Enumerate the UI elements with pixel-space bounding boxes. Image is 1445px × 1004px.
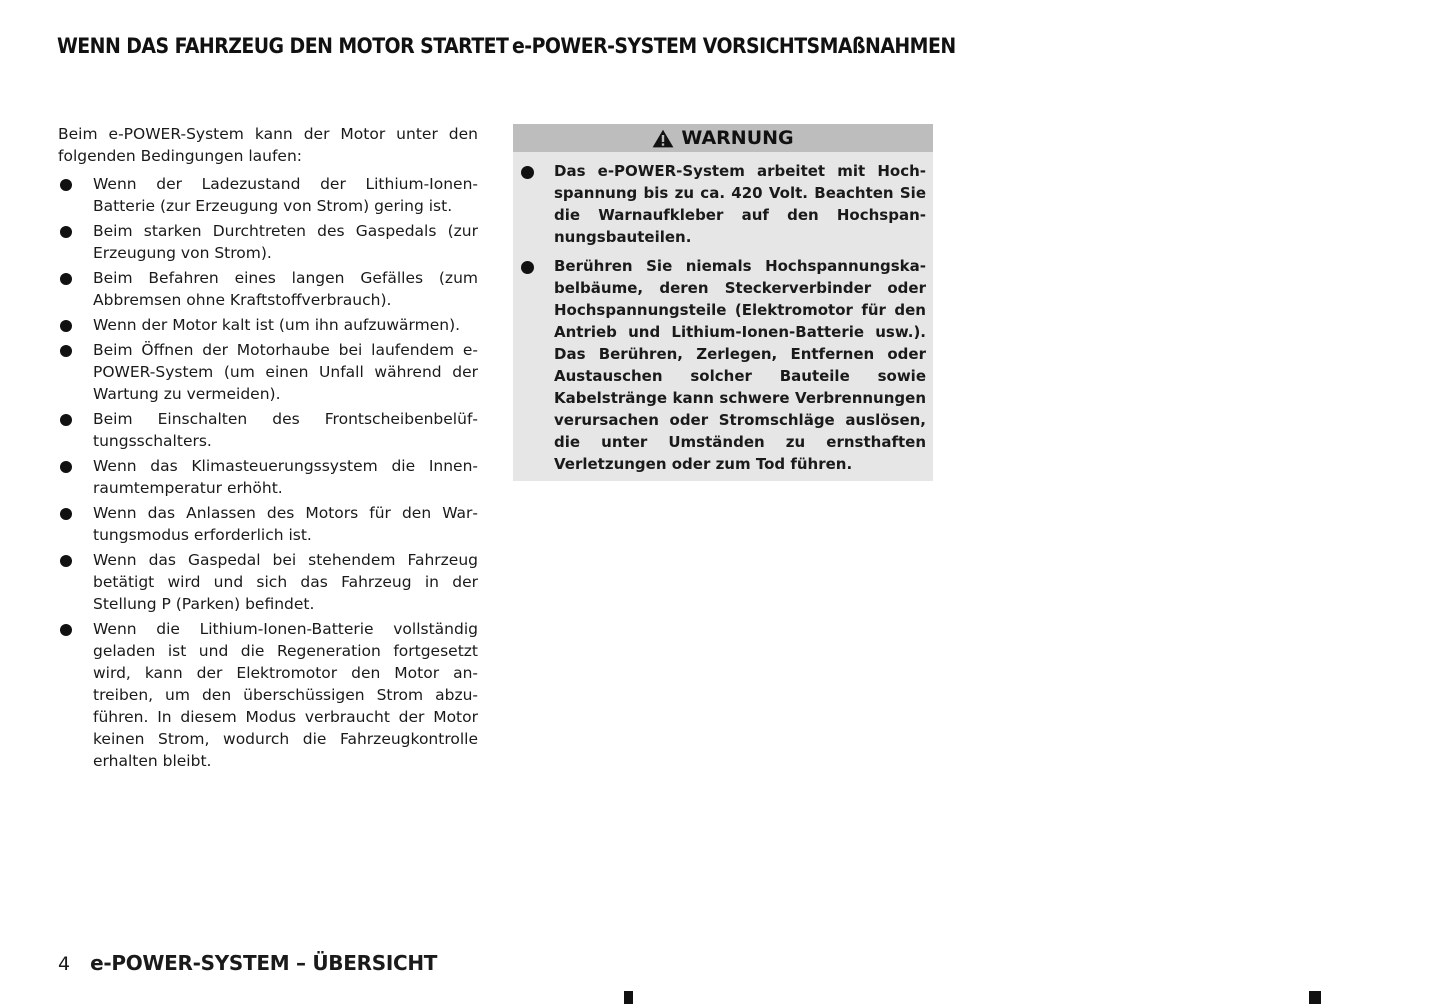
intro-paragraph: Beim e-POWER-System kann der Motor unter den folgenden Bedingungen laufen: <box>58 125 478 165</box>
crop-mark <box>624 991 633 1004</box>
warning-list <box>513 152 933 475</box>
condition-text: Beim starken Durchtreten des Gaspedals (zur Erzeugung von Strom). <box>93 222 478 262</box>
warning-text: Das e-POWER-System arbeitet mit Hochspannung bis zu ca. 420 Volt. Beachten Sie die Warnaufkleber auf den Hochspannungsbauteilen. <box>554 162 926 246</box>
bullet-icon <box>521 261 534 274</box>
condition-item <box>58 267 478 311</box>
bullet-icon <box>521 166 534 179</box>
warning-header <box>513 124 933 152</box>
condition-item <box>58 220 478 264</box>
condition-text: Wenn das Anlassen des Motors für den Wartungsmodus erforderlich ist. <box>93 504 478 544</box>
condition-text: Beim Öffnen der Motorhaube bei laufendem e-POWER-System (um einen Unfall während der Wartung zu vermeiden). <box>93 341 478 403</box>
condition-item <box>58 455 478 499</box>
crop-mark <box>1309 991 1321 1004</box>
bullet-icon <box>60 508 72 520</box>
warning-item <box>521 160 926 248</box>
warning-text: Berühren Sie niemals Hochspannungskabelbäume, deren Steckerverbinder oder Hochspannungsteile (Elektromotor für den Antrieb und Lithium-Ionen-Batterie usw.). Das Berühren, Zerlegen, Entfernen oder Austauschen solcher Bauteile sowie Kabelstränge kann schwere Verbrennungen verursachen oder Stromschläge auslösen, die unter Umständen zu ernsthaften Verletzungen oder zum Tod führen. <box>554 257 926 473</box>
warning-title: WARNUNG <box>681 127 794 149</box>
condition-text: Beim Befahren eines langen Gefälles (zum Abbremsen ohne Kraftstoffverbrauch). <box>93 269 478 309</box>
engine-start-column <box>58 123 478 775</box>
bullet-icon <box>60 345 72 357</box>
condition-text: Wenn die Lithium-Ionen-Batterie vollständig geladen ist und die Regeneration fortgesetzt wird, kann der Elektromotor den Motor antreiben, um den überschüssigen Strom abzuführen. In diesem Modus verbraucht der Motor keinen Strom, wodurch die Fahrzeugkontrolle erhalten bleibt. <box>93 620 478 770</box>
condition-text: Wenn das Klimasteuerungssystem die Innenraumtemperatur erhöht. <box>93 457 478 497</box>
condition-text: Beim Einschalten des Frontscheibenbelüftungsschalters. <box>93 410 478 450</box>
bullet-icon <box>60 414 72 426</box>
section-heading-precautions: e-POWER-SYSTEM VORSICHTSMAßNAHMEN <box>512 34 956 58</box>
condition-item <box>58 549 478 615</box>
warning-item <box>521 255 926 475</box>
bullet-icon <box>60 179 72 191</box>
footer-section-title: e-POWER-SYSTEM – ÜBERSICHT <box>90 951 438 975</box>
bullet-icon <box>60 624 72 636</box>
bullet-icon <box>60 273 72 285</box>
bullet-icon <box>60 320 72 332</box>
bullet-icon <box>60 461 72 473</box>
condition-item <box>58 173 478 217</box>
warning-box <box>513 124 933 481</box>
bullet-icon <box>60 226 72 238</box>
condition-item <box>58 618 478 772</box>
bullet-icon <box>60 555 72 567</box>
condition-item <box>58 339 478 405</box>
condition-text: Wenn der Ladezustand der Lithium-Ionen-Batterie (zur Erzeugung von Strom) gering ist. <box>93 175 478 215</box>
condition-text: Wenn das Gaspedal bei stehendem Fahrzeug betätigt wird und sich das Fahrzeug in der Stellung P (Parken) befindet. <box>93 551 478 613</box>
engine-start-conditions-list <box>58 173 478 772</box>
section-heading-engine-start: WENN DAS FAHRZEUG DEN MOTOR STARTET <box>57 34 509 58</box>
condition-text: Wenn der Motor kalt ist (um ihn aufzuwärmen). <box>93 316 461 334</box>
condition-item <box>58 314 478 336</box>
page-footer <box>58 951 437 975</box>
warning-triangle-icon <box>652 129 674 148</box>
page-number: 4 <box>58 953 71 975</box>
condition-item <box>58 502 478 546</box>
condition-item <box>58 408 478 452</box>
